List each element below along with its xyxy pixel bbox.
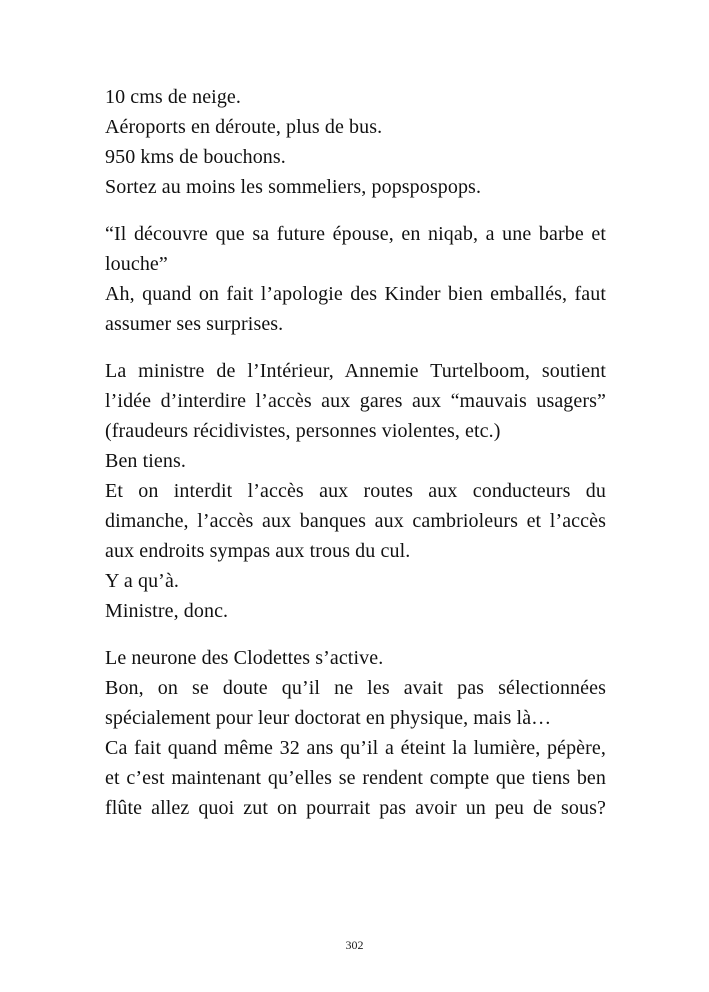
paragraph: Ah, quand on fait l’apologie des Kinder bien emballés, faut assumer ses surprises. [105,283,606,335]
paragraph: Ministre, donc. [105,600,229,622]
paragraph: Ben tiens. [105,450,186,472]
paragraph: Sortez au moins les sommeliers, popspospops. [105,176,482,198]
page-number: 302 [345,938,364,952]
paragraph: Ca fait quand même 32 ans qu’il a éteint la lumière, pépère, et c’est maintenant qu’elles se rendent compte que tiens ben flûte allez quoi zut on pourrait pas avoir un peu de sous? [105,737,606,819]
paragraph: “Il découvre que sa future épouse, en niqab, a une barbe et louche” [105,223,606,275]
paragraph: Y a qu’à. [105,570,180,592]
paragraph: Bon, on se doute qu’il ne les avait pas sélectionnées spécialement pour leur doctorat en physique, mais là… [105,677,606,729]
page-body-text [105,82,606,823]
paragraph: La ministre de l’Intérieur, Annemie Turtelboom, soutient l’idée d’interdire l’accès aux gares aux “mauvais usagers” (fraudeurs récidivistes, personnes violentes, etc.) [105,360,606,442]
paragraph: Le neurone des Clodettes s’active. [105,647,384,669]
paragraph: 10 cms de neige. [105,86,242,108]
paragraph: Et on interdit l’accès aux routes aux conducteurs du dimanche, l’accès aux banques aux cambrioleurs et l’accès aux endroits sympas aux trous du cul. [105,480,606,562]
paragraph: Aéroports en déroute, plus de bus. [105,116,383,138]
paragraph: 950 kms de bouchons. [105,146,286,168]
